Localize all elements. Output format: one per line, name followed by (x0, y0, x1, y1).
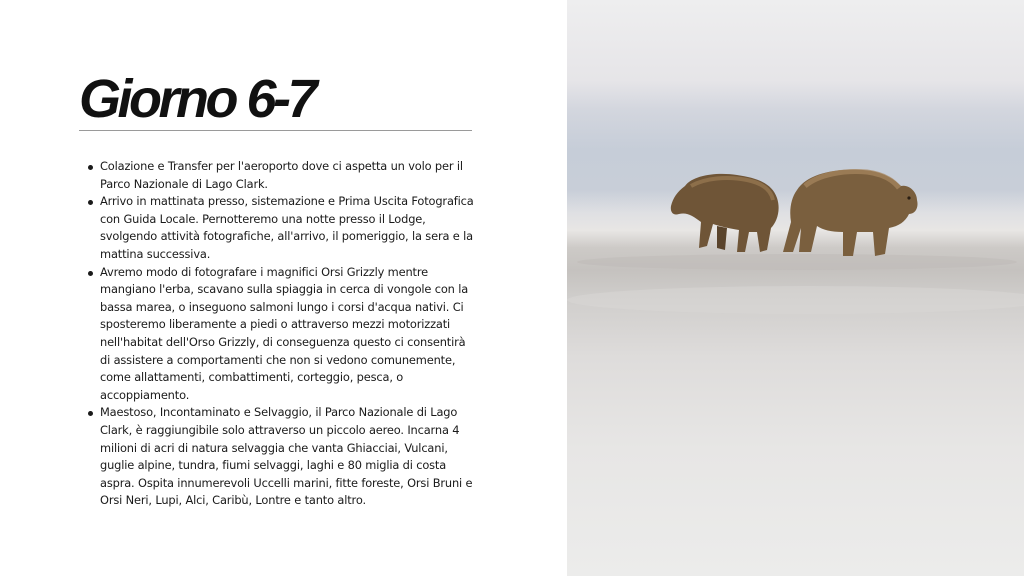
bullet-item: Colazione e Transfer per l'aeroporto dove ci aspetta un volo per il Parco Nazionale di Lago Clark. (86, 158, 478, 193)
bullet-list (86, 158, 478, 510)
water-sheen (567, 286, 1024, 314)
bullet-item: Arrivo in mattinata presso, sistemazione e Prima Uscita Fotografica con Guida Locale. Pernotteremo una notte presso il Lodge, svolgendo attività fotografiche, all'arrivo, il pomeriggio, la sera e la mattina successiva. (86, 193, 478, 263)
bears-illustration (567, 0, 1024, 576)
bullet-item: Maestoso, Incontaminato e Selvaggio, il Parco Nazionale di Lago Clark, è raggiungibile solo attraverso un piccolo aereo. Incarna 4 milioni di acri di natura selvaggia che vanta Ghiacciai, Vulcani, guglie alpine, tundra, fiumi selvaggi, laghi e 80 miglia di costa aspra. Ospita innumerevoli Uccelli marini, fitte foreste, Orsi Bruni e Orsi Neri, Lupi, Alci, Caribù, Lontre e tanto altro. (86, 404, 478, 510)
page-title: Giorno 6-7 (79, 69, 315, 129)
bears-photo (567, 0, 1024, 576)
title-divider (79, 130, 472, 131)
right-bear (783, 170, 918, 256)
bullet-item: Avremo modo di fotografare i magnifici Orsi Grizzly mentre mangiano l'erba, scavano sulla spiaggia in cerca di vongole con la bassa marea, o inseguono salmoni lungo i corsi d'acqua nativi. Ci sposteremo liberamente a piedi o attraverso mezzi motorizzati nell'habitat dell'Orso Grizzly, di conseguenza questo ci consentirà di assistere a comportamenti che non si vedono comunemente, come allattamenti, combattimenti, corteggio, pesca, o accoppiamento. (86, 264, 478, 405)
wet-sand-shadow (577, 254, 1017, 270)
left-bear (671, 174, 779, 252)
